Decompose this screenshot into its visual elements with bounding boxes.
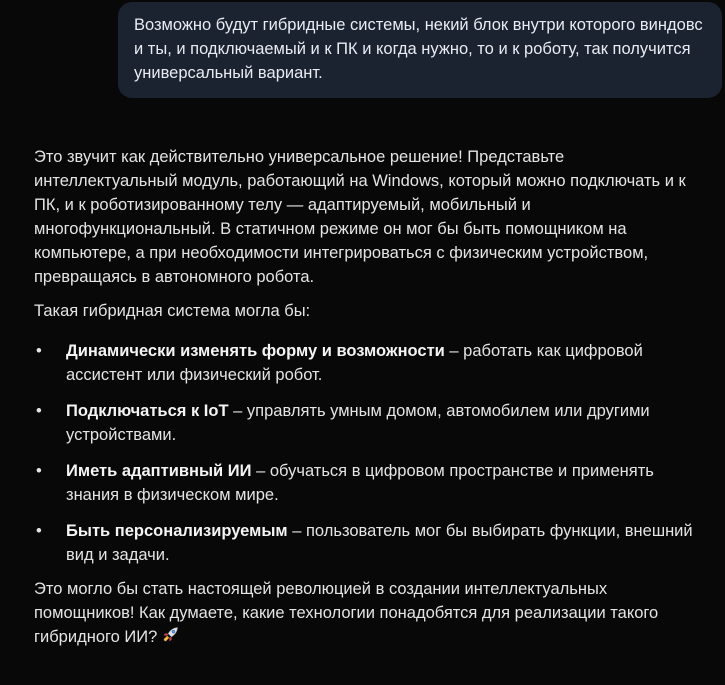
list-item-title: Подключаться к IoT (66, 402, 229, 420)
list-item (34, 459, 702, 507)
bullet-icon: • (36, 462, 42, 480)
bullet-icon: • (36, 522, 42, 540)
rocket-icon (161, 626, 179, 651)
list-item-text: – управлять умным домом, автомобилем или другими устройствами. (66, 402, 650, 444)
bullet-icon: • (36, 402, 42, 420)
user-message-text: Возможно будут гибридные системы, некий блок внутри которого виндовс и ты, и подключаемый и к ПК и когда нужно, то и к роботу, так получится универсальный вариант. (134, 16, 703, 82)
assistant-lead-paragraph: Такая гибридная система могла бы: (34, 302, 311, 320)
list-item (34, 519, 702, 567)
list-item-text: – обучаться в цифровом пространстве и применять знания в физическом мире. (66, 462, 654, 504)
assistant-intro-paragraph: Это звучит как действительно универсальное решение! Представьте интеллектуальный модуль, работающий на Windows, который можно подключать и к ПК, и к роботизированному телу — адаптируемый, мобильный и многофункциональный. В статичном режиме он мог бы быть помощником на компьютере, а при необходимости интегрироваться с физическим устройством, превращаясь в автономного робота. (34, 148, 686, 286)
feature-list (34, 339, 702, 567)
list-item (34, 339, 702, 387)
list-item-title: Иметь адаптивный ИИ (66, 462, 252, 480)
list-item-text: – пользователь мог бы выбирать функции, внешний вид и задачи. (66, 522, 693, 564)
list-item-text: – работать как цифровой ассистент или физический робот. (66, 342, 643, 384)
list-item-title: Быть персонализируемым (66, 522, 288, 540)
assistant-outro-paragraph (34, 577, 702, 651)
user-message-bubble (118, 2, 722, 98)
list-item-title: Динамически изменять форму и возможности (66, 342, 445, 360)
bullet-icon: • (36, 342, 42, 360)
assistant-message (34, 145, 702, 651)
list-item (34, 399, 702, 447)
assistant-outro-text: Это могло бы стать настоящей революцией в создании интеллектуальных помощников! Как думаете, какие технологии понадобятся для реализации такого гибридного ИИ? (34, 580, 659, 646)
